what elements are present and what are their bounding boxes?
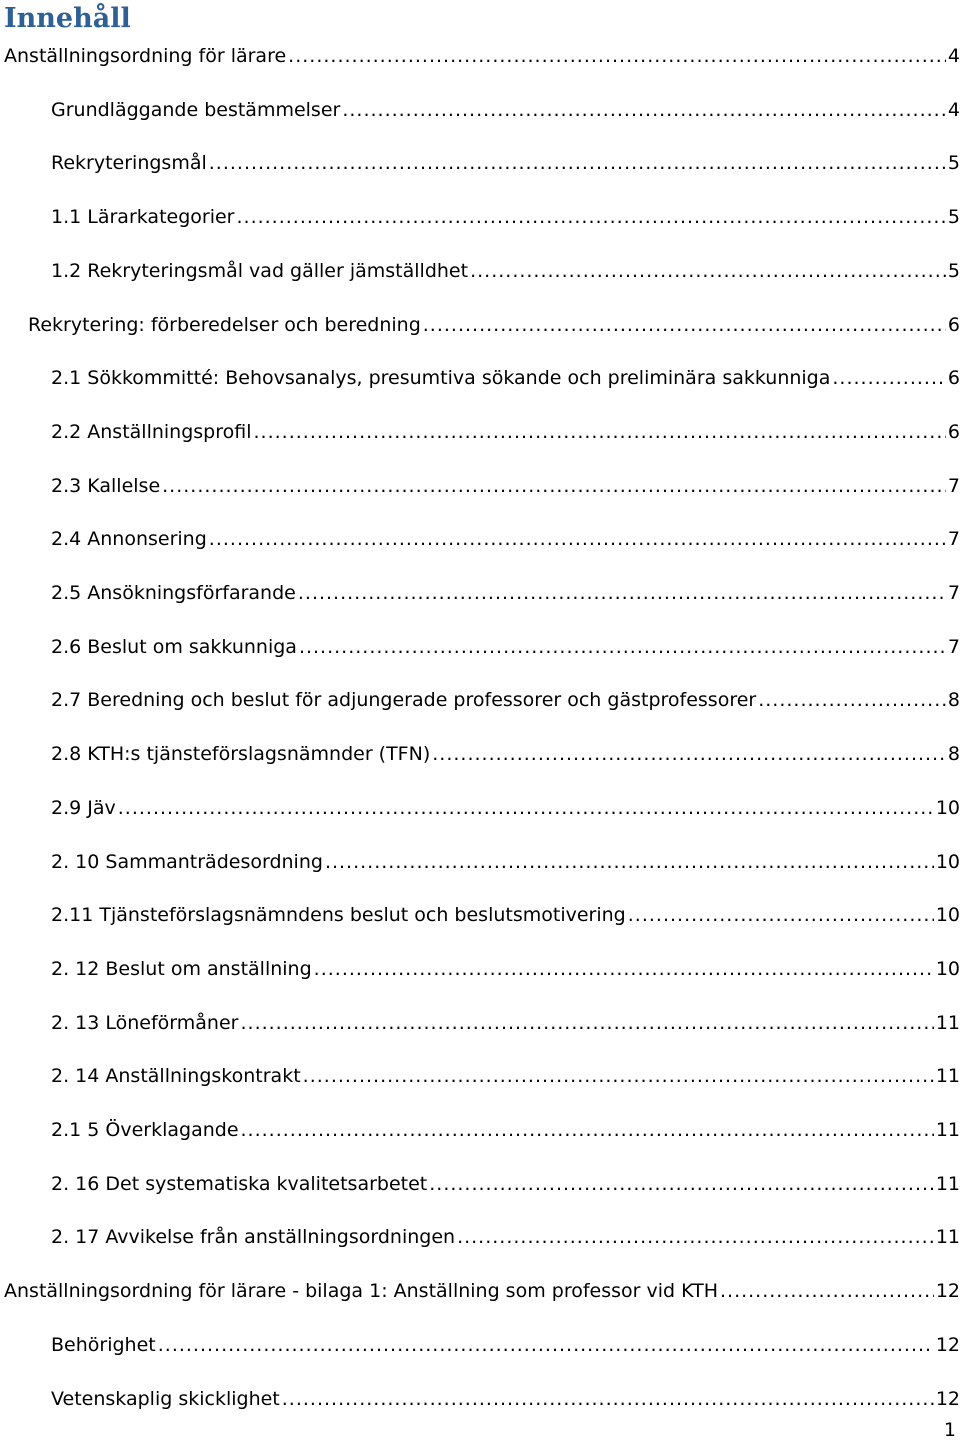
page-number: 1	[943, 1419, 956, 1441]
toc-entry-title: 2.8 KTH:s tjänsteförslagsnämnder (TFN)	[51, 743, 431, 765]
toc-entry-page: 10	[935, 851, 960, 873]
toc-entry[interactable]	[51, 1387, 960, 1411]
toc-entry-title: Anställningsordning för lärare	[4, 45, 287, 67]
toc-entry-title: 2. 14 Anställningskontrakt	[51, 1065, 301, 1087]
toc-entry[interactable]	[51, 1011, 960, 1035]
toc-entry[interactable]	[51, 527, 960, 551]
toc-entry-page: 5	[947, 206, 960, 228]
toc-entry[interactable]	[51, 420, 960, 444]
toc-entry[interactable]	[51, 850, 960, 874]
toc-entry-title: 2. 10 Sammanträdesordning	[51, 851, 323, 873]
toc-entry-title: 2.6 Beslut om sakkunniga	[51, 636, 297, 658]
toc-entry[interactable]	[51, 1118, 960, 1142]
toc-entry-page: 6	[947, 421, 960, 443]
toc-entry-title: 1.2 Rekryteringsmål vad gäller jämställdhet	[51, 260, 469, 282]
toc-entry[interactable]	[51, 205, 960, 229]
toc-entry[interactable]	[51, 474, 960, 498]
toc-entry-title: 2.9 Jäv	[51, 797, 116, 819]
toc-entry-page: 7	[947, 636, 960, 658]
toc-dot-leader	[288, 44, 946, 68]
toc-entry-title: Vetenskaplig skicklighet	[51, 1388, 280, 1410]
toc-dot-leader	[118, 796, 934, 820]
toc-entry[interactable]	[51, 635, 960, 659]
toc-entry-page: 5	[947, 152, 960, 174]
toc-dot-leader	[236, 205, 945, 229]
toc-entry[interactable]	[51, 1225, 960, 1249]
toc-dot-leader	[832, 366, 946, 390]
toc-dot-leader	[325, 850, 934, 874]
toc-dot-leader	[299, 635, 946, 659]
toc-entry-page: 12	[935, 1388, 960, 1410]
toc-entry-page: 7	[947, 475, 960, 497]
toc-entry[interactable]	[51, 796, 960, 820]
toc-dot-leader	[240, 1011, 933, 1035]
toc-entry-page: 11	[935, 1226, 960, 1248]
toc-entry[interactable]	[51, 1172, 960, 1196]
toc-entry-title: 2.7 Beredning och beslut för adjungerade professorer och gästprofessorer	[51, 689, 757, 711]
toc-dot-leader	[457, 1225, 934, 1249]
toc-entry-title: Rekryteringsmål	[51, 152, 207, 174]
toc-dot-leader	[303, 1064, 934, 1088]
toc-dot-leader	[423, 313, 946, 337]
toc-dot-leader	[298, 581, 946, 605]
toc-entry-page: 7	[947, 528, 960, 550]
toc-entry-title: 2.11 Tjänsteförslagsnämndens beslut och beslutsmotivering	[51, 904, 626, 926]
toc-entry[interactable]	[51, 98, 960, 122]
toc-entry-page: 6	[947, 314, 960, 336]
toc-entry[interactable]	[51, 903, 960, 927]
toc-entry-page: 11	[935, 1173, 960, 1195]
toc-entry[interactable]	[51, 581, 960, 605]
toc-dot-leader	[162, 474, 946, 498]
toc-entry-title: 2. 12 Beslut om anställning	[51, 958, 312, 980]
toc-entry[interactable]	[51, 688, 960, 712]
toc-dot-leader	[314, 957, 934, 981]
toc-entry[interactable]	[51, 259, 960, 283]
toc-entry-title: 2. 16 Det systematiska kvalitetsarbetet	[51, 1173, 428, 1195]
toc-entry-page: 11	[935, 1119, 960, 1141]
toc-entry[interactable]	[51, 742, 960, 766]
toc-entry-page: 12	[935, 1334, 960, 1356]
toc-entry-page: 11	[935, 1012, 960, 1034]
toc-entry-title: 2.4 Annonsering	[51, 528, 207, 550]
toc-entry-page: 8	[947, 743, 960, 765]
toc-entry-title: 2.1 Sökkommitté: Behovsanalys, presumtiva sökande och preliminära sakkunniga	[51, 367, 831, 389]
toc-entry-page: 10	[935, 797, 960, 819]
toc-dot-leader	[470, 259, 946, 283]
toc-entry-page: 11	[935, 1065, 960, 1087]
toc-entry-title: 1.1 Lärarkategorier	[51, 206, 235, 228]
toc-entry[interactable]	[4, 44, 960, 68]
toc-entry[interactable]	[51, 151, 960, 175]
toc-entry-page: 7	[947, 582, 960, 604]
toc-entry-page: 10	[935, 904, 960, 926]
toc-entry[interactable]	[28, 313, 960, 337]
toc-entry-title: Rekrytering: förberedelser och beredning	[28, 314, 421, 336]
toc-heading: Innehåll	[4, 3, 131, 34]
toc-dot-leader	[628, 903, 934, 927]
toc-dot-leader	[342, 98, 946, 122]
toc-entry-page: 6	[947, 367, 960, 389]
toc-entry-page: 10	[935, 958, 960, 980]
toc-entry-title: 2. 17 Avvikelse från anställningsordningen	[51, 1226, 456, 1248]
toc-entry[interactable]	[51, 957, 960, 981]
toc-entry-page: 8	[947, 689, 960, 711]
toc-dot-leader	[209, 151, 946, 175]
toc-entry-title: Behörighet	[51, 1334, 156, 1356]
toc-entry[interactable]	[4, 1279, 960, 1303]
toc-entry-page: 5	[947, 260, 960, 282]
toc-dot-leader	[241, 1118, 934, 1142]
toc-entry-page: 4	[947, 99, 960, 121]
toc-entry-title: 2.5 Ansökningsförfarande	[51, 582, 296, 604]
toc-dot-leader	[282, 1387, 934, 1411]
toc-entry[interactable]	[51, 366, 960, 390]
toc-entry[interactable]	[51, 1064, 960, 1088]
toc-entry-page: 12	[935, 1280, 960, 1302]
toc-entry-title: 2.2 Anställningsprofil	[51, 421, 252, 443]
toc-entry-title: Grundläggande bestämmelser	[51, 99, 341, 121]
toc-dot-leader	[720, 1279, 934, 1303]
toc-dot-leader	[429, 1172, 934, 1196]
toc-dot-leader	[758, 688, 946, 712]
toc-dot-leader	[254, 420, 946, 444]
toc-dot-leader	[432, 742, 946, 766]
toc-entry-title: 2.3 Kallelse	[51, 475, 161, 497]
toc-entry-title: 2. 13 Löneförmåner	[51, 1012, 239, 1034]
toc-dot-leader	[209, 527, 946, 551]
toc-entry-title: 2.1 5 Överklagande	[51, 1119, 239, 1141]
toc-entry-title: Anställningsordning för lärare - bilaga 1: Anställning som professor vid KTH	[4, 1280, 718, 1302]
toc-entry-page: 4	[947, 45, 960, 67]
toc-dot-leader	[158, 1333, 934, 1357]
toc-entry[interactable]	[51, 1333, 960, 1357]
